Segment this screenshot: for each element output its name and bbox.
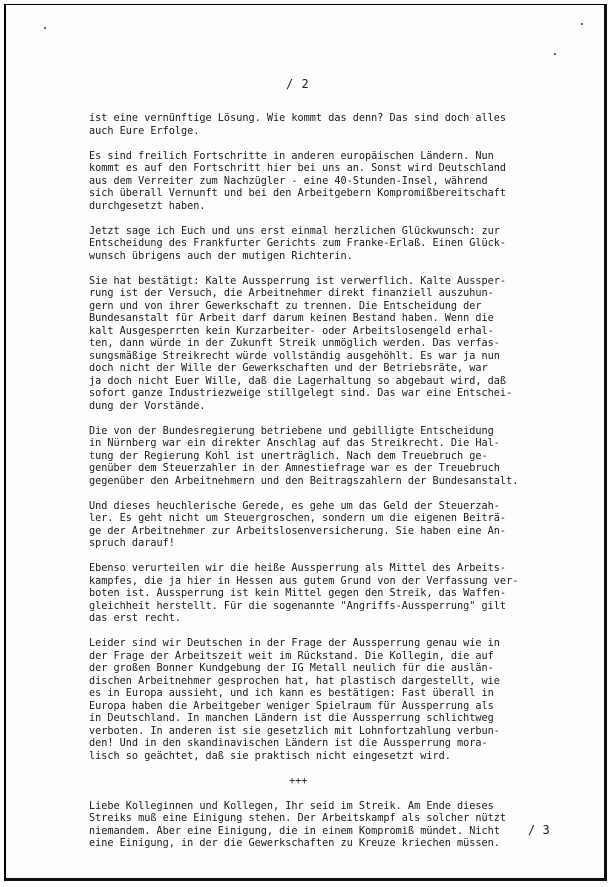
closing-paragraph: Liebe Kolleginnen und Kollegen, Ihr seid im Streik. Am Ende dieses Streiks muß eine Einigung stehen. Der Arbeitskampf als solcher nützt niemandem. Aber eine Einigung, die in einem Kompromiß mündet. Nicht eine Einigung, in der die Gewerkschaften zu Kreuze kriechen müssen. — [89, 800, 507, 849]
next-page-number: / 3 — [528, 823, 550, 837]
scan-speck — [44, 27, 46, 29]
paragraph-2: Es sind freilich Fortschritte in anderen europäischen Ländern. Nun kommt es auf den Fortschritt hier bei uns an. Sonst wird Deutschland aus dem Verreiter zum Nachzügler - eine 40-Stunden-Insel, während sich überall Vernunft und bei den Arbeitgebern Kompromißbereitschaft durchgesetzt haben. — [89, 150, 507, 212]
paragraph-1: ist eine vernünftige Lösung. Wie kommt das denn? Das sind doch alles auch Eure Erfolge. — [89, 113, 507, 137]
document-page — [4, 4, 607, 881]
paragraph-8: Leider sind wir Deutschen in der Frage der Aussperrung genau wie in der Frage der Arbeitszeit weit im Rückstand. Die Kollegin, die auf der großen Bonner Kundgebung der IG Metall neulich für die auslän- dischen Arbeitnehmer gesprochen hat, hat plastisch dargestellt, wie es in Europa aussieht, und ich kann es bestätigen: Fast überall in Europa haben die Arbeitgeber weniger Spielraum für Aussperrung als in Deutschland. In manchen Ländern ist die Aussperrung schlichtweg verboten. In anderen ist sie gesetzlich mit Lohnfortzahlung verbun- den! Und in den skandinavischen Ländern ist die Aussperrung mora- lisch so geächtet, daß sie praktisch nicht eingesetzt wird. — [89, 638, 500, 762]
scan-speck — [554, 53, 556, 55]
paragraph-4: Sie hat bestätigt: Kalte Aussperrung ist verwerflich. Kalte Aussper- rung ist der Versuch, die Arbeitnehmer direkt finanziell auszuhun- gern und von ihrer Gewerkschaft zu trennen. Die Entscheidung der Bundesanstalt für Arbeit darf darum keinen Bestand haben. Wenn die kalt Ausgesperrten kein Kurzarbeiter- oder Arbeitslosengeld erhal- ten, dann würde in der Zukunft Streik unmöglich werden. Das verfas- sungsmäßige Streikrecht würde vollständig ausgehöhlt. Es war ja nun doch nicht der Wille der Gewerkschaften und der Betriebsräte, war ja doch nicht Euer Wille, daß die Lagerhaltung so abgebaut wird, daß sofort ganze Industriezweige stillgelegt sind. Das war eine Entschei- dung der Vorstände. — [89, 275, 513, 412]
paragraph-6: Und dieses heuchlerische Gerede, es gehe um das Geld der Steuerzah- ler. Es geht nicht um Steuergroschen, sondern um die eigenen Beiträ- ge der Arbeitnehmer zur Arbeitslosenversicherung. Sie haben eine An- spruch darauf! — [89, 500, 507, 549]
section-separator: +++ — [289, 775, 308, 787]
page-number: / 2 — [286, 77, 310, 91]
scan-speck — [581, 23, 583, 25]
paragraph-5: Die von der Bundesregierung betriebene und gebilligte Entscheidung in Nürnberg war ein direkter Anschlag auf das Streikrecht. Die Hal- tung der Regierung Kohl ist unerträglich. Nach dem Treuebruch ge- genüber dem Steuerzahler in der Amnestiefrage war es der Treuebruch gegenüber den Arbeitnehmern und den Beitragszahlern der Bundesanstalt. — [89, 425, 519, 487]
paragraph-7: Ebenso verurteilen wir die heiße Aussperrung als Mittel des Arbeits- kampfes, die ja hier in Hessen aus gutem Grund von der Verfassung ver- boten ist. Aussperrung ist kein Mittel gegen den Streik, das Waffen- gleichheit herstellt. Für die sogenannte "Angriffs-Aussperrung" gilt das erst recht. — [89, 563, 519, 624]
body-text — [89, 113, 569, 863]
paragraph-3: Jetzt sage ich Euch und uns erst einmal herzlichen Glückwunsch: zur Entscheidung des Frankfurter Gerichts zum Franke-Erlaß. Einen Glück- wunsch übrigens auch der mutigen Richterin. — [89, 225, 507, 262]
